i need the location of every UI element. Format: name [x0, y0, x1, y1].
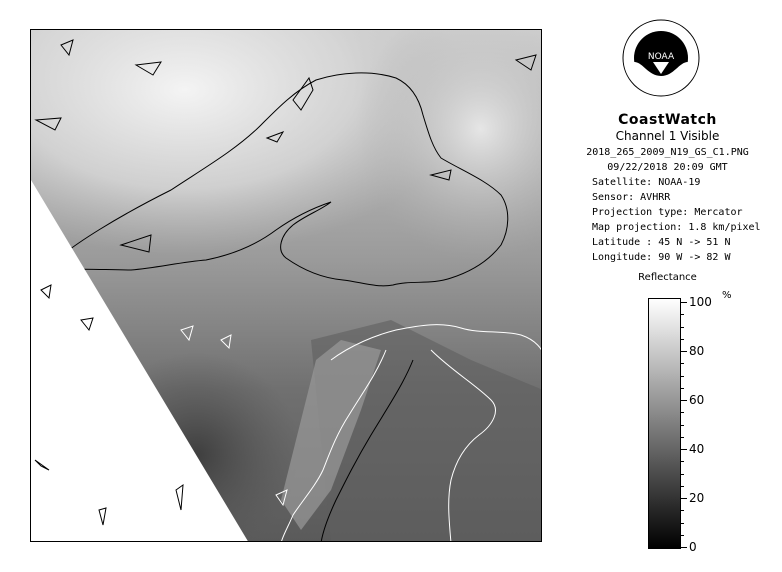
channel-title: Channel 1 Visible: [615, 129, 720, 143]
colorbar-tick-mark: [681, 351, 687, 352]
colorbar-tick-label: 40: [689, 442, 705, 456]
colorbar-tick-mark: [681, 412, 684, 413]
colorbar-tick-mark: [681, 486, 684, 487]
colorbar-tick-mark: [681, 547, 687, 548]
colorbar-tick-mark: [681, 510, 684, 511]
colorbar-tick-mark: [681, 425, 684, 426]
colorbar-tick-label: 80: [689, 344, 705, 358]
colorbar-tick-label: 20: [689, 491, 705, 505]
colorbar-tick-mark: [681, 535, 684, 536]
colorbar-tick-mark: [681, 302, 687, 303]
satellite: Satellite: NOAA-19: [592, 177, 701, 188]
colorbar-tick-mark: [681, 400, 687, 401]
colorbar-tick-label: 100: [689, 295, 712, 309]
colorbar-tick-mark: [681, 339, 684, 340]
colorbar-unit: %: [722, 290, 732, 301]
filename: 2018_265_2009_N19_GS_C1.PNG: [586, 147, 749, 158]
colorbar-tick-mark: [681, 437, 684, 438]
svg-text:NOAA: NOAA: [647, 52, 675, 62]
colorbar-tick-mark: [681, 498, 687, 499]
latitude-range: Latitude : 45 N -> 51 N: [592, 237, 731, 248]
colorbar-tick-mark: [681, 474, 684, 475]
colorbar: [648, 298, 681, 549]
map-canvas: [31, 30, 542, 542]
projection-type: Projection type: Mercator: [592, 207, 743, 218]
datetime: 09/22/2018 20:09 GMT: [607, 162, 728, 173]
colorbar-tick-label: 0: [689, 540, 697, 554]
colorbar-tick-mark: [681, 461, 684, 462]
satellite-image: [30, 29, 542, 542]
colorbar-tick-mark: [681, 523, 684, 524]
metadata-block: [570, 145, 765, 265]
longitude-range: Longitude: 90 W -> 82 W: [592, 252, 731, 263]
colorbar-tick-mark: [681, 376, 684, 377]
map-projection: Map projection: 1.8 km/pixel: [592, 222, 761, 233]
colorbar-tick-mark: [681, 388, 684, 389]
colorbar-tick-mark: [681, 314, 684, 315]
brand-title: CoastWatch: [618, 112, 717, 128]
colorbar-tick-label: 60: [689, 393, 705, 407]
colorbar-tick-mark: [681, 449, 687, 450]
colorbar-tick-mark: [681, 327, 684, 328]
colorbar-title: Reflectance: [638, 272, 697, 283]
noaa-logo-icon: [621, 18, 701, 98]
sensor: Sensor: AVHRR: [592, 192, 671, 203]
colorbar-tick-mark: [681, 363, 684, 364]
